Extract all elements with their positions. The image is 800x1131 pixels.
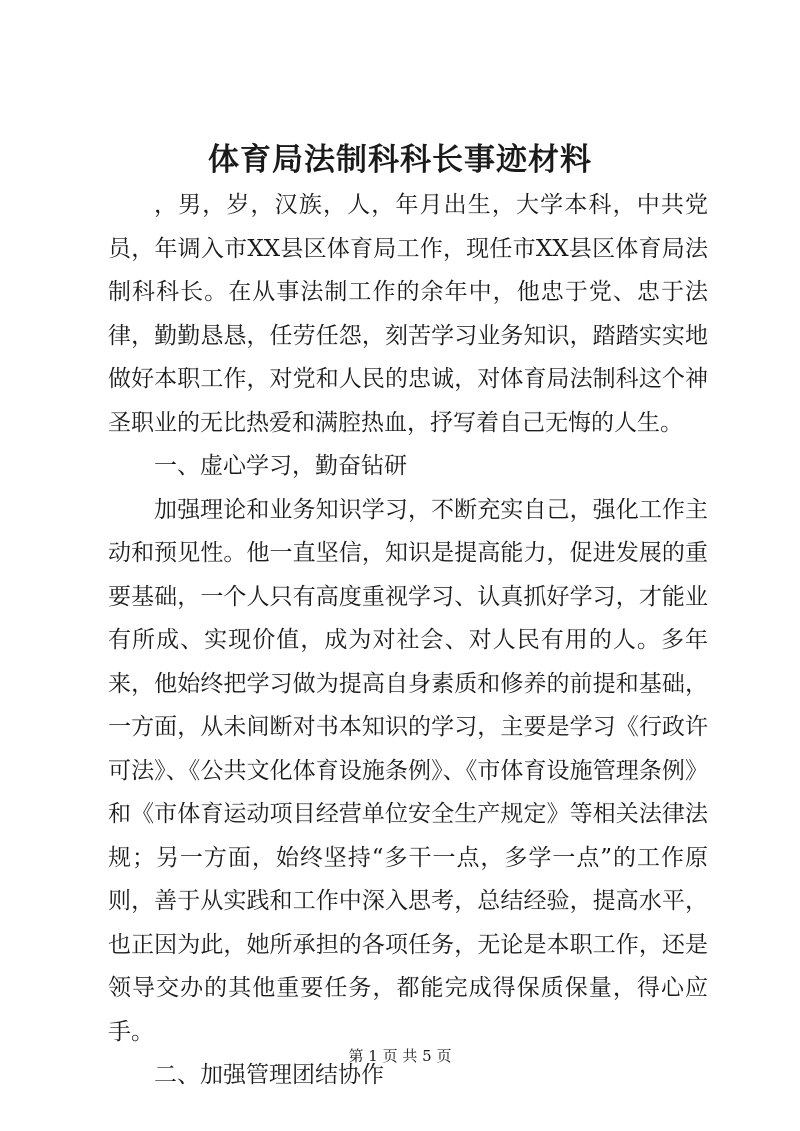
section-heading-2: 二、加强管理团结协作 [154,1062,384,1088]
paragraph-intro: ，男，岁，汉族，人，年月出生，大学本科，中共党员，年调入市XX县区体育局工作，现任市XX县区体育局法制科科长。在从事法制工作的余年中，他忠于党、忠于法律，勤勤恳恳，任劳任怨，刻苦学习业务知识，踏踏实实地做好本职工作，对党和人民的忠诚，对体育局法制科这个神圣职业的无比热爱和满腔热血，抒写着自己无悔的人生。 [108,192,708,436]
document-title: 体育局法制科科长事迹材料 [208,142,592,178]
paragraph-study: 加强理论和业务知识学习，不断充实自己，强化工作主动和预见性。他一直坚信，知识是提高能力，促进发展的重要基础，一个人只有高度重视学习、认真抓好学习，才能业有所成、实现价值，成为对社会、对人民有用的人。多年来，他始终把学习做为提高自身素质和修养的前提和基础，一方面，从未间断对书本知识的学习，主要是学习《行政许可法》、《公共文化体育设施条例》、《市体育设施管理条例》和《市体育运动项目经营单位安全生产规定》等相关法律法规；另一方面，始终坚持“多干一点，多学一点”的工作原则，善于从实践和工作中深入思考，总结经验，提高水平，也正因为此，她所承担的各项任务，无论是本职工作，还是领导交办的其他重要任务，都能完成得保质保量，得心应手。 [108,496,708,1045]
document-body [108,184,708,1098]
section-heading-1: 一、虚心学习，勤奋钻研 [154,453,407,479]
page-number-footer: 第 1 页 共 5 页 [348,1047,452,1065]
